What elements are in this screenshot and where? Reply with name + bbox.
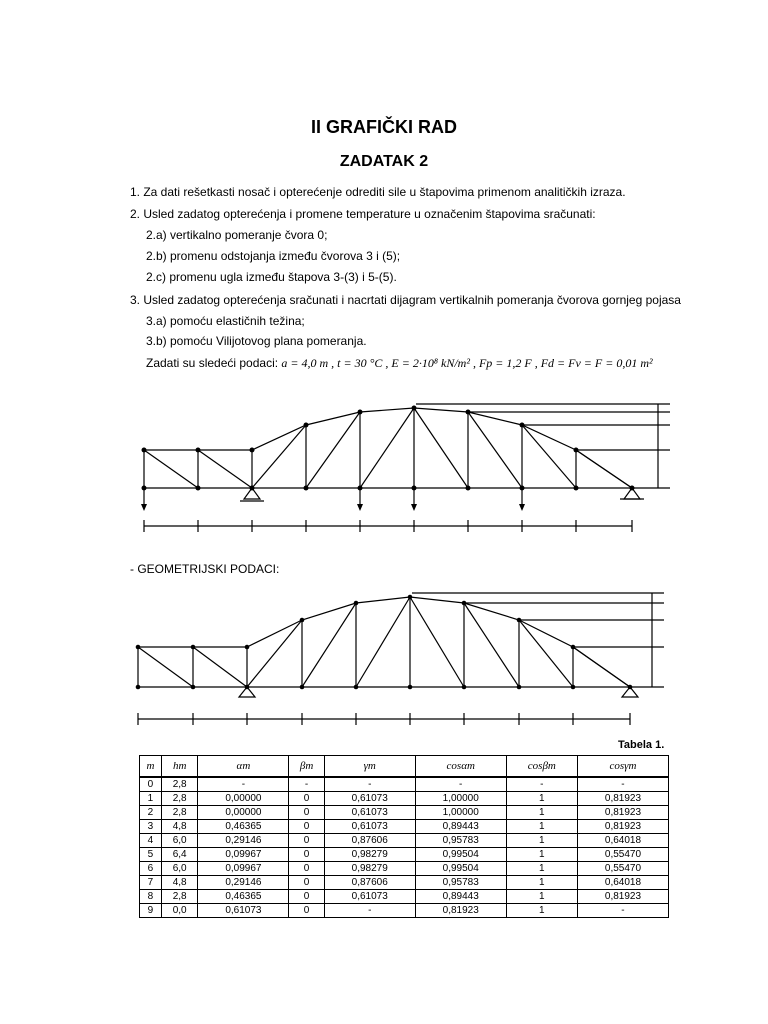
table-cell: 0,81923 bbox=[577, 806, 668, 820]
table-cell: 0,81923 bbox=[577, 820, 668, 834]
task-item-1: 1. Za dati rešetkasti nosač i opterećenje odrediti sile u štapovima primenom analitičkih izraza. bbox=[130, 185, 626, 199]
table-row bbox=[140, 834, 669, 848]
page-title: II GRAFIČKI RAD bbox=[311, 117, 457, 137]
table-row bbox=[140, 820, 669, 834]
table-cell: 1 bbox=[506, 834, 577, 848]
table-cell: 0,89443 bbox=[415, 820, 506, 834]
header-cos-alpha: cosαm bbox=[415, 756, 506, 778]
table-cell: 0,99504 bbox=[415, 862, 506, 876]
table-cell: 1 bbox=[506, 806, 577, 820]
table-cell: 1 bbox=[506, 792, 577, 806]
table-cell: 0,00000 bbox=[198, 806, 289, 820]
table-cell: - bbox=[577, 777, 668, 792]
given-data-label: Zadati su sledeći podaci: bbox=[146, 356, 279, 370]
table-cell: - bbox=[324, 904, 415, 918]
table-cell: 3 bbox=[140, 820, 162, 834]
table-cell: 0,29146 bbox=[198, 834, 289, 848]
header-cos-beta: cosβm bbox=[506, 756, 577, 778]
table-cell: 1 bbox=[506, 904, 577, 918]
table-cell: 2,8 bbox=[161, 792, 198, 806]
table-cell: 1 bbox=[506, 890, 577, 904]
table-cell: 0,61073 bbox=[324, 890, 415, 904]
table-cell: 2,8 bbox=[161, 777, 198, 792]
table-cell: 8 bbox=[140, 890, 162, 904]
table-cell: 2 bbox=[140, 806, 162, 820]
task-item-3b: 3.b) pomoću Vilijotovog plana pomeranja. bbox=[146, 334, 367, 348]
truss-geometry-figure bbox=[130, 585, 680, 735]
table-cell: 5 bbox=[140, 848, 162, 862]
truss-load-figure bbox=[130, 395, 680, 540]
task-item-2c: 2.c) promenu ugla između štapova 3-(3) i 5-(5). bbox=[146, 270, 397, 284]
table-cell: 4,8 bbox=[161, 820, 198, 834]
table-cell: 1 bbox=[506, 876, 577, 890]
table-cell: 0 bbox=[289, 890, 324, 904]
table-cell: 0,29146 bbox=[198, 876, 289, 890]
table-cell: 1 bbox=[506, 848, 577, 862]
table-cell: 0,46365 bbox=[198, 890, 289, 904]
table-row bbox=[140, 806, 669, 820]
table-row bbox=[140, 904, 669, 918]
task-item-2: 2. Usled zadatog opterećenja i promene temperature u označenim štapovima sračunati: bbox=[130, 207, 596, 221]
table-cell: 0,99504 bbox=[415, 848, 506, 862]
task-item-2a: 2.a) vertikalno pomeranje čvora 0; bbox=[146, 228, 328, 242]
table-cell: 0,61073 bbox=[198, 904, 289, 918]
table-cell: 1,00000 bbox=[415, 806, 506, 820]
geometry-label: - GEOMETRIJSKI PODACI: bbox=[130, 562, 280, 576]
table-cell: 0 bbox=[289, 848, 324, 862]
table-cell: 6,4 bbox=[161, 848, 198, 862]
table-cell: 1 bbox=[506, 820, 577, 834]
table-cell: 0,95783 bbox=[415, 876, 506, 890]
table-row bbox=[140, 848, 669, 862]
table-row bbox=[140, 876, 669, 890]
table-cell: 0,64018 bbox=[577, 876, 668, 890]
table-row bbox=[140, 862, 669, 876]
table-row bbox=[140, 890, 669, 904]
table-cell: 0,98279 bbox=[324, 862, 415, 876]
table-cell: 0,09967 bbox=[198, 862, 289, 876]
table-cell: 0 bbox=[289, 904, 324, 918]
table-cell: 0,00000 bbox=[198, 792, 289, 806]
header-alpha: αm bbox=[198, 756, 289, 778]
table-cell: 0,81923 bbox=[577, 792, 668, 806]
table-row bbox=[140, 777, 669, 792]
given-data-line bbox=[146, 356, 653, 371]
table-cell: 6,0 bbox=[161, 834, 198, 848]
table-cell: 0,55470 bbox=[577, 862, 668, 876]
table-cell: 0,95783 bbox=[415, 834, 506, 848]
header-m: m bbox=[140, 756, 162, 778]
table-cell: 0,81923 bbox=[577, 890, 668, 904]
table-cell: 0,87606 bbox=[324, 834, 415, 848]
table-cell: 9 bbox=[140, 904, 162, 918]
table-cell: - bbox=[198, 777, 289, 792]
table-cell: 0,61073 bbox=[324, 792, 415, 806]
table-cell: 1 bbox=[140, 792, 162, 806]
table-cell: 2,8 bbox=[161, 806, 198, 820]
table-cell: 0,81923 bbox=[415, 904, 506, 918]
table-cell: 0 bbox=[289, 862, 324, 876]
table-cell: 1,00000 bbox=[415, 792, 506, 806]
page-subtitle: ZADATAK 2 bbox=[339, 153, 429, 170]
table-cell: 2,8 bbox=[161, 890, 198, 904]
table-cell: 0,55470 bbox=[577, 848, 668, 862]
table-cell: 0 bbox=[289, 820, 324, 834]
table-cell: 4,8 bbox=[161, 876, 198, 890]
task-item-3a: 3.a) pomoću elastičnih težina; bbox=[146, 314, 305, 328]
header-hm: hm bbox=[161, 756, 198, 778]
header-beta: βm bbox=[289, 756, 324, 778]
task-item-3: 3. Usled zadatog opterećenja sračunati i nacrtati dijagram vertikalnih pomeranja čvorova gornjeg pojasa bbox=[130, 293, 681, 307]
table-cell: 6,0 bbox=[161, 862, 198, 876]
table-cell: 0,0 bbox=[161, 904, 198, 918]
table-cell: 0 bbox=[140, 777, 162, 792]
table-cell: - bbox=[324, 777, 415, 792]
table-cell: - bbox=[415, 777, 506, 792]
table-cell: 4 bbox=[140, 834, 162, 848]
table-cell: 0,87606 bbox=[324, 876, 415, 890]
given-data-formula: a = 4,0 m , t = 30 °C , E = 2·10⁸ kN/m² , Fp = 1,2 F , Fd = Fv = F = 0,01 m² bbox=[281, 356, 653, 370]
table-row bbox=[140, 792, 669, 806]
table-cell: 0,64018 bbox=[577, 834, 668, 848]
table-cell: 0,61073 bbox=[324, 820, 415, 834]
geometry-table bbox=[139, 755, 669, 918]
table-cell: 6 bbox=[140, 862, 162, 876]
table-cell: 0,09967 bbox=[198, 848, 289, 862]
table-cell: 0 bbox=[289, 806, 324, 820]
table-cell: 0,98279 bbox=[324, 848, 415, 862]
table-cell: 1 bbox=[506, 862, 577, 876]
table-label: Tabela 1. bbox=[618, 739, 665, 751]
table-cell: 0 bbox=[289, 834, 324, 848]
table-cell: - bbox=[577, 904, 668, 918]
table-cell: 7 bbox=[140, 876, 162, 890]
table-cell: 0,61073 bbox=[324, 806, 415, 820]
table-cell: - bbox=[506, 777, 577, 792]
table-cell: 0,46365 bbox=[198, 820, 289, 834]
table-cell: 0,89443 bbox=[415, 890, 506, 904]
task-item-2b: 2.b) promenu odstojanja između čvorova 3 i (5); bbox=[146, 249, 401, 263]
header-cos-gamma: cosγm bbox=[577, 756, 668, 778]
table-cell: 0 bbox=[289, 876, 324, 890]
header-gamma: γm bbox=[324, 756, 415, 778]
table-cell: - bbox=[289, 777, 324, 792]
table-cell: 0 bbox=[289, 792, 324, 806]
table-header-row bbox=[140, 756, 669, 778]
